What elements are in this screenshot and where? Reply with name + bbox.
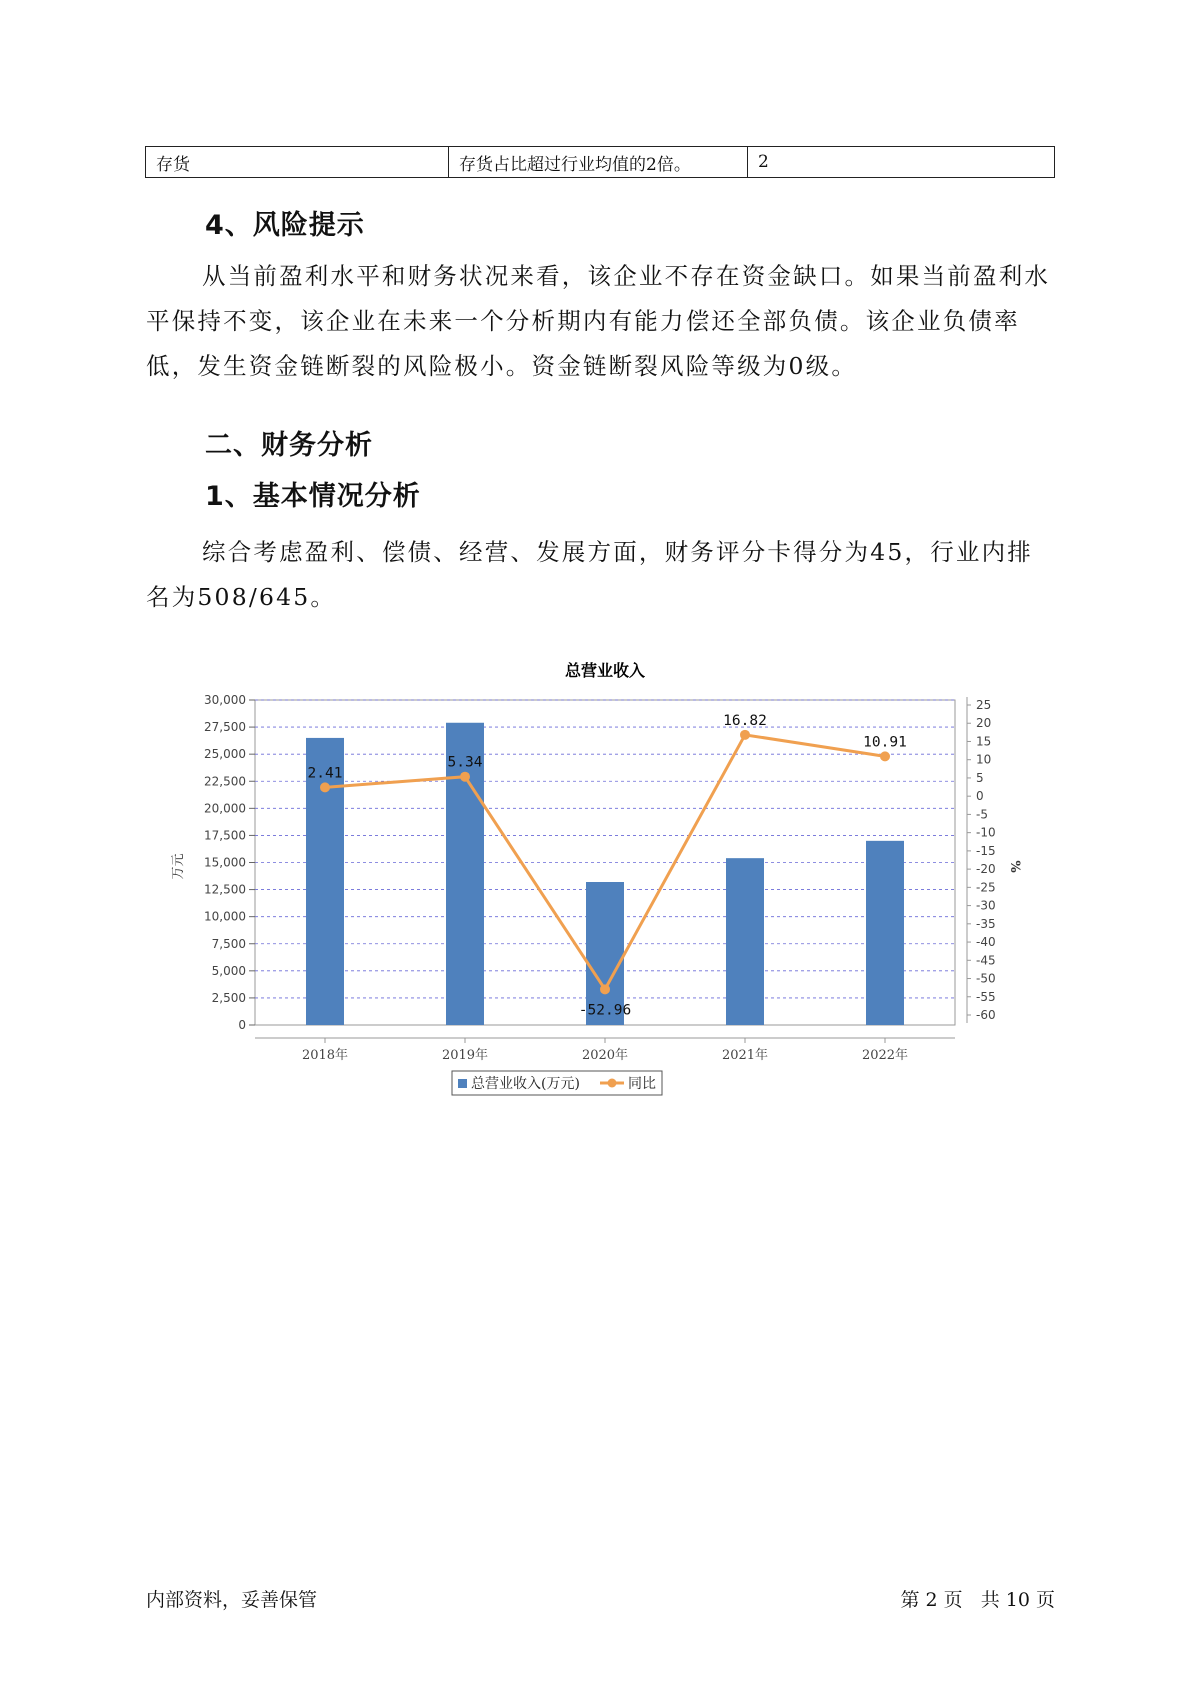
- y-tick-label: 17,500: [204, 828, 246, 843]
- paragraph-basic: 综合考虑盈利、偿债、经营、发展方面，财务评分卡得分为45，行业内排名为508/645。: [146, 538, 1034, 611]
- y-tick-label: 30,000: [204, 693, 246, 707]
- data-label: -52.96: [578, 1002, 632, 1019]
- y-axis-label: 万元: [171, 853, 186, 880]
- y2-tick-label: 20: [976, 716, 992, 731]
- data-label: 5.34: [447, 754, 483, 771]
- paragraph-risk: 从当前盈利水平和财务状况来看，该企业不存在资金缺口。如果当前盈利水平保持不变，该企业在未来一个分析期内有能力偿还全部负债。该企业负债率低，发生资金链断裂的风险极小。资金链断裂风险等级为0级。: [146, 262, 1051, 380]
- y-tick-label: 15,000: [204, 855, 246, 870]
- y-tick-label: 12,500: [204, 882, 246, 897]
- yoy-point: [880, 751, 890, 761]
- y2-tick-label: 25: [976, 698, 992, 712]
- y2-tick-label: -35: [976, 916, 996, 931]
- revenue-chart: [170, 650, 1040, 1110]
- data-label: 10.91: [863, 734, 907, 751]
- table-cell-value: 2: [748, 147, 1055, 178]
- table-cell-item: 存货: [146, 147, 449, 178]
- legend-swatch-bar: [458, 1079, 467, 1088]
- legend-label-revenue: 总营业收入(万元): [471, 1076, 580, 1092]
- y-tick-label: 27,500: [204, 720, 246, 735]
- yoy-point: [600, 984, 610, 994]
- x-tick-label: 2020年: [581, 1048, 629, 1063]
- risk-indicator-table: [145, 146, 1055, 178]
- x-tick-label: 2022年: [861, 1048, 909, 1063]
- legend-swatch-dot: [608, 1079, 617, 1088]
- y2-tick-label: -55: [976, 989, 996, 1004]
- y2-tick-label: -50: [976, 971, 996, 986]
- yoy-point: [460, 772, 470, 782]
- x-tick-label: 2018年: [301, 1048, 349, 1063]
- x-tick-label: 2021年: [721, 1048, 769, 1063]
- y-tick-label: 25,000: [204, 747, 246, 762]
- y2-tick-label: -25: [976, 880, 996, 895]
- legend-label-yoy: 同比: [628, 1076, 656, 1092]
- y2-tick-label: -20: [976, 862, 996, 877]
- y2-tick-label: -45: [976, 953, 996, 968]
- heading-basic: 1、基本情况分析: [205, 481, 421, 512]
- bar: [726, 858, 764, 1025]
- y2-tick-label: -15: [976, 843, 996, 858]
- heading-finance: 二、财务分析: [205, 430, 373, 461]
- y-tick-label: 5,000: [211, 963, 246, 978]
- chart-title: 总营业收入: [564, 661, 646, 680]
- x-tick-label: 2019年: [441, 1048, 489, 1063]
- y-tick-label: 22,500: [204, 774, 246, 789]
- footer-page-number: 第 2 页 共 10 页: [900, 1589, 1055, 1611]
- y-tick-label: 10,000: [204, 909, 246, 924]
- y2-axis-label: %: [1007, 860, 1022, 873]
- y2-tick-label: -40: [976, 935, 996, 950]
- y-tick-label: 0: [238, 1018, 246, 1032]
- table-row: [146, 147, 1055, 178]
- y2-tick-label: -10: [976, 825, 996, 840]
- y2-tick-label: 10: [976, 752, 992, 767]
- yoy-point: [320, 782, 330, 792]
- heading-risk: 4、风险提示: [205, 210, 365, 241]
- yoy-point: [740, 730, 750, 740]
- data-label: 16.82: [723, 712, 767, 729]
- y2-tick-label: 0: [976, 789, 984, 804]
- table-cell-description: 存货占比超过行业均值的2倍。: [449, 147, 748, 178]
- y2-tick-label: -60: [976, 1008, 996, 1022]
- bar: [866, 841, 904, 1025]
- y2-tick-label: -30: [976, 898, 996, 913]
- y-tick-label: 20,000: [204, 801, 246, 816]
- y-tick-label: 7,500: [211, 936, 246, 951]
- y2-tick-label: 5: [976, 770, 984, 785]
- y2-tick-label: 15: [976, 734, 992, 749]
- data-label: 2.41: [307, 765, 343, 782]
- footer-confidential: 内部资料，妥善保管: [146, 1589, 318, 1611]
- y-tick-label: 2,500: [211, 990, 246, 1005]
- y2-tick-label: -5: [976, 807, 988, 822]
